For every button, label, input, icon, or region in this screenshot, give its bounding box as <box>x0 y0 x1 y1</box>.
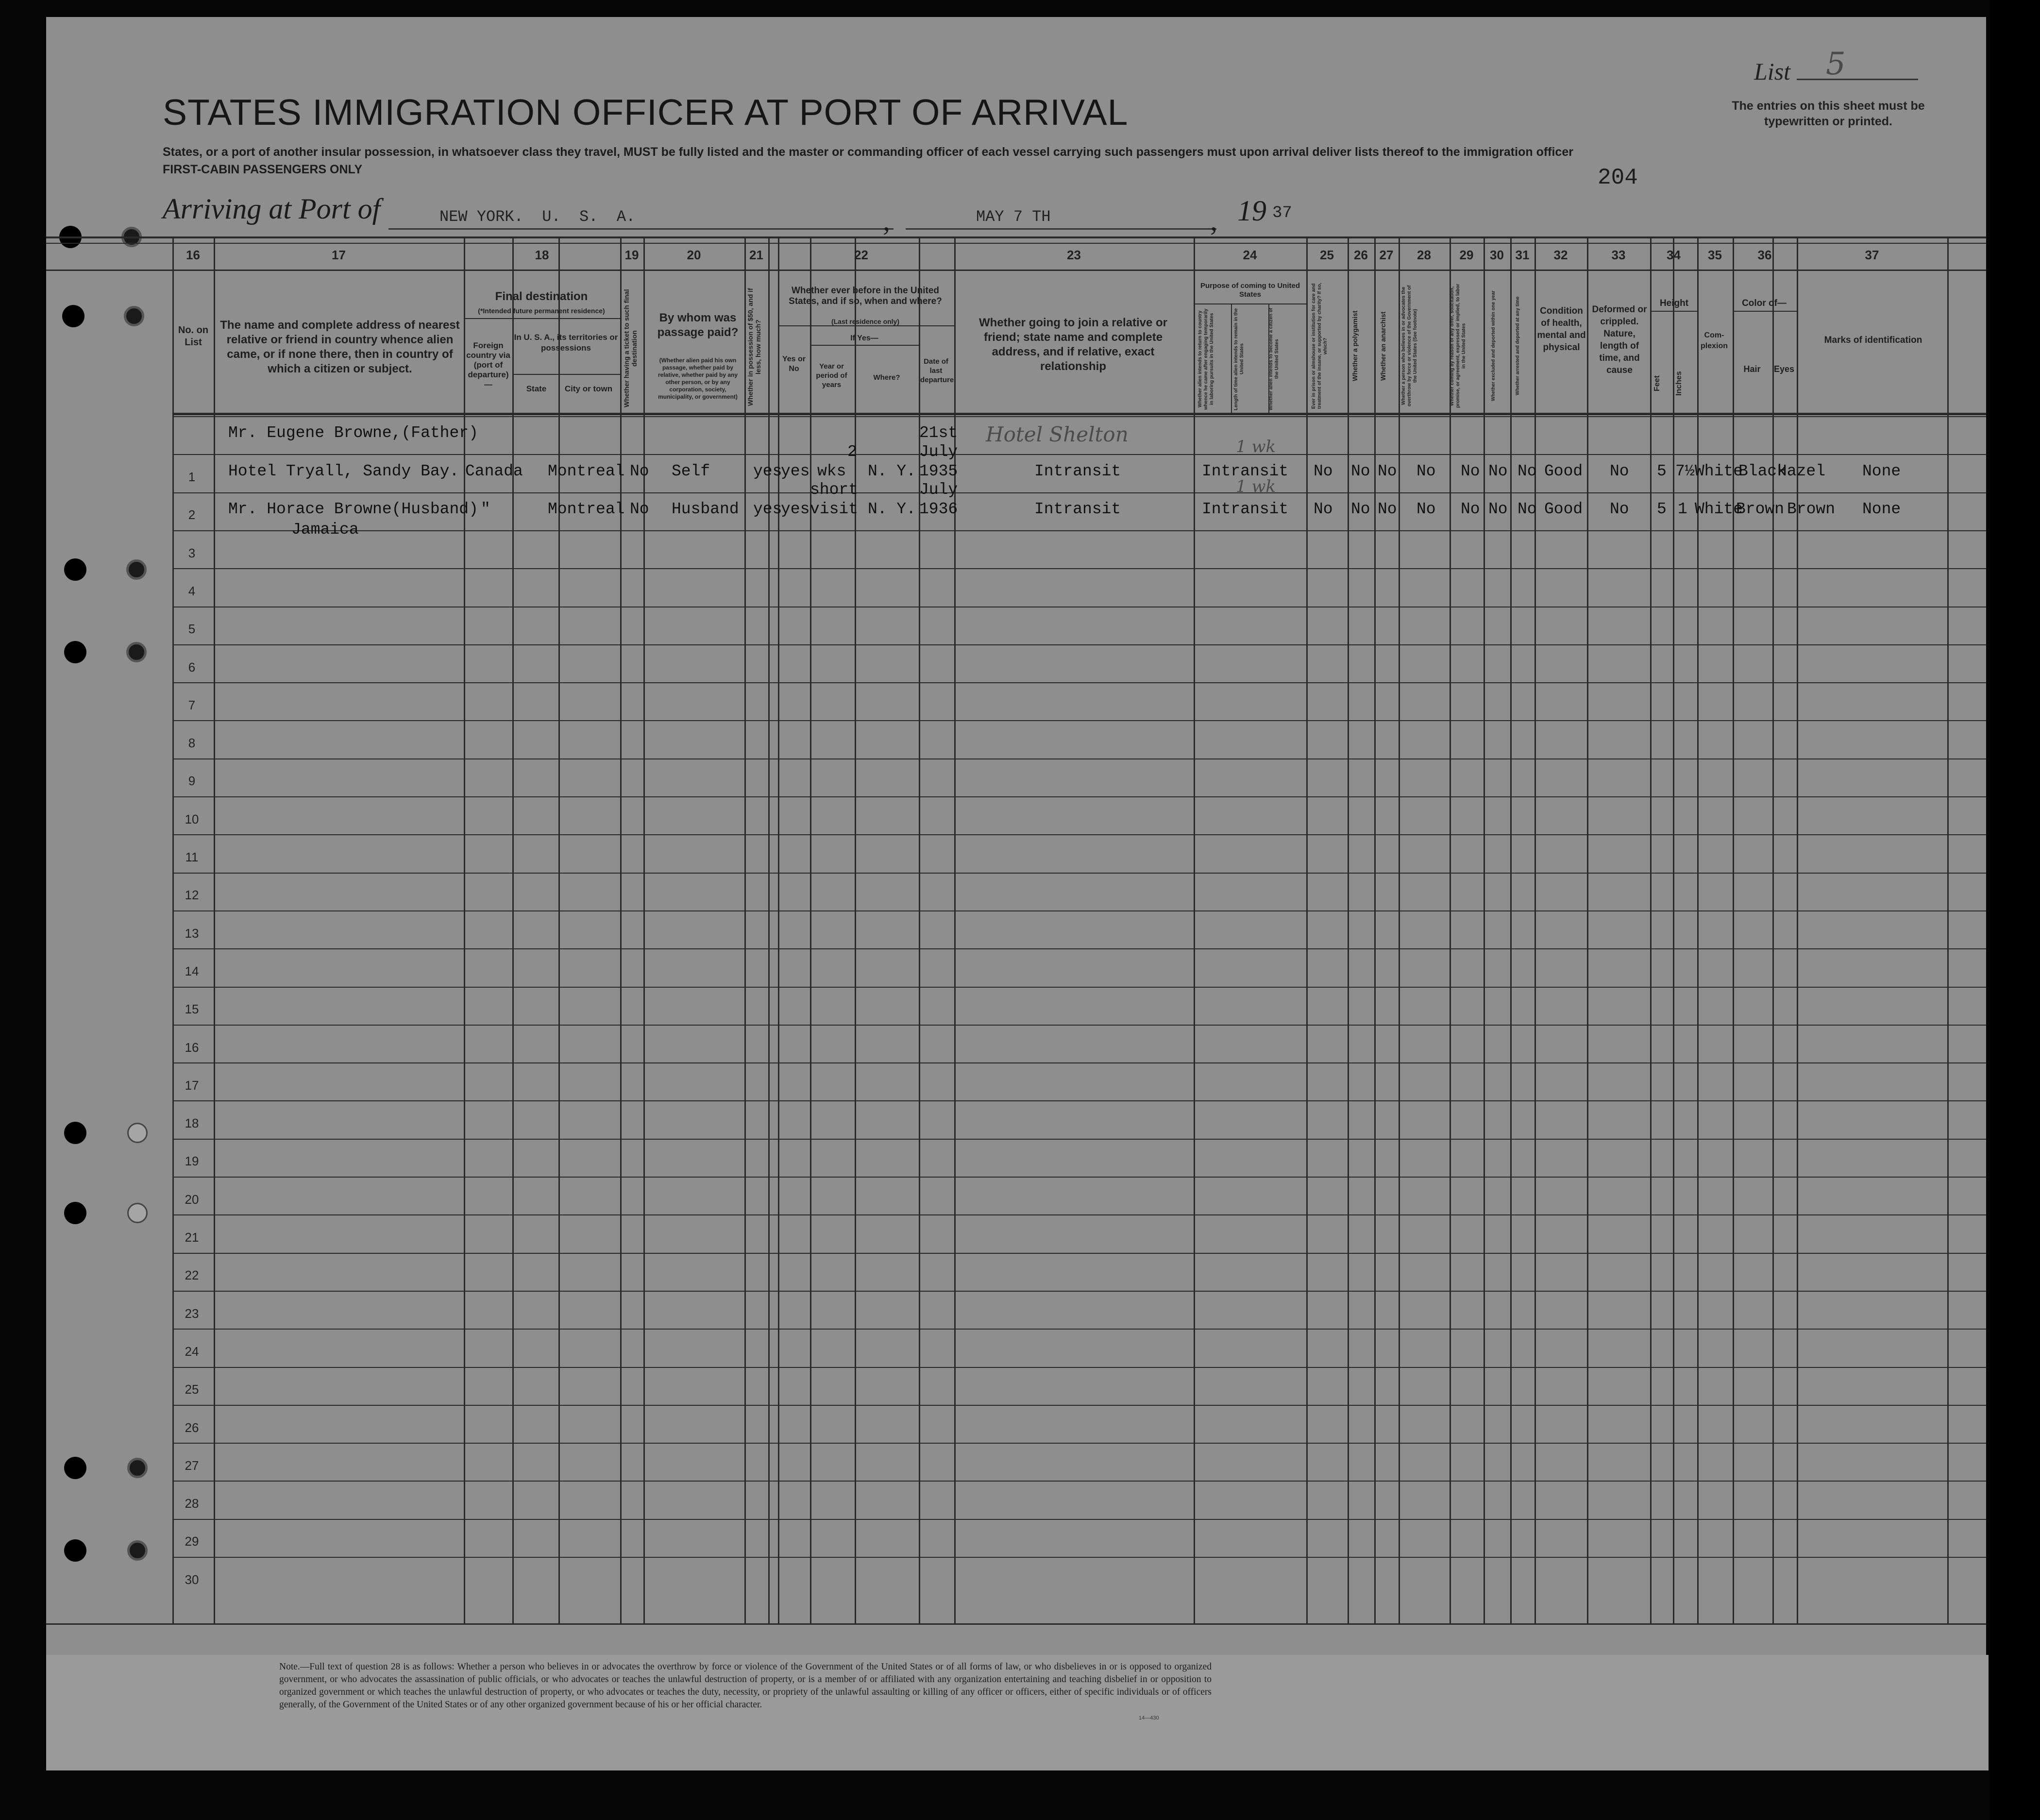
column-divider <box>1772 236 1774 1624</box>
row1-inches: 7½ <box>1675 462 1695 480</box>
row2-possession: yes <box>753 500 782 518</box>
rule-table-bottom <box>46 1623 1986 1625</box>
row-divider <box>172 682 1986 683</box>
row-divider <box>172 416 1986 417</box>
row-number: 18 <box>185 1116 199 1130</box>
header-by-whom-sub: (Whether alien paid his own passage, whether paid by relative, whether paid by any other person, or by any corporation, society, municipality, or government) <box>658 357 738 400</box>
row-divider <box>172 568 1986 569</box>
row2-complexion: White <box>1695 500 1743 518</box>
row-number: 21 <box>185 1230 199 1245</box>
header-inches: Inches <box>1675 371 1683 396</box>
rule-height-sub <box>1650 311 1697 312</box>
row-divider <box>172 873 1986 874</box>
list-label: List <box>1754 58 1791 85</box>
punch-ring <box>127 1203 148 1223</box>
row-number: 17 <box>185 1078 199 1093</box>
row-divider <box>172 1177 1986 1178</box>
row-number: 2 <box>188 507 196 522</box>
column-number: 26 <box>1354 248 1368 262</box>
scan-edge <box>1990 0 2040 1820</box>
rule-top <box>46 236 1986 238</box>
row-divider <box>172 1481 1986 1482</box>
column-number: 37 <box>1865 248 1879 262</box>
row-number: 19 <box>185 1154 199 1168</box>
header-c27: Whether an anarchist <box>1379 311 1387 381</box>
header-if-yes: If Yes— <box>850 334 878 342</box>
column-number: 20 <box>687 248 701 262</box>
column-divider <box>1587 236 1588 1624</box>
header-c29: Whether coming by reason of any offer, solicitation, promise, or agreement, expressed or implied, to labor in the United States <box>1450 284 1467 408</box>
row-number: 22 <box>185 1268 199 1282</box>
row2-c30: No <box>1488 500 1508 518</box>
column-divider <box>1510 236 1512 1624</box>
header-c25: Ever in prison or almshouse or institution for care and treatment of the insane, or supported by charity? If so, which? <box>1311 283 1328 409</box>
row-number: 28 <box>185 1496 199 1511</box>
row1-c26: No <box>1351 462 1370 480</box>
row-number: 11 <box>185 850 199 864</box>
rule-state-city <box>512 374 620 375</box>
row1-feet: 5 <box>1657 462 1667 480</box>
row2-date-1: July <box>919 481 958 499</box>
column-number: 23 <box>1067 248 1081 262</box>
column-divider <box>1450 236 1451 1624</box>
row-divider <box>172 644 1986 645</box>
header-c26: Whether a polygamist <box>1351 310 1359 382</box>
column-divider <box>1399 236 1400 1624</box>
row2-c26: No <box>1351 500 1370 518</box>
punch-hole <box>64 1457 86 1479</box>
row-number: 9 <box>188 774 196 788</box>
row-divider <box>172 1329 1986 1330</box>
column-divider <box>512 236 514 1624</box>
row1-relative-name: Mr. Eugene Browne,(Father) <box>228 424 478 442</box>
row2-c27: No <box>1378 500 1397 518</box>
column-number: 27 <box>1379 248 1394 262</box>
column-number: 21 <box>749 248 763 262</box>
punch-hole <box>64 641 86 663</box>
row1-handwritten-length: 1 wk <box>1236 437 1276 456</box>
row2-join: Intransit <box>1034 500 1121 518</box>
column-number: 32 <box>1553 248 1568 262</box>
header-relative-friend: Whether going to join a relative or friend; state name and complete address, and if relative, exact relationship <box>978 316 1168 373</box>
column-divider <box>810 236 811 1624</box>
header-feet: Feet <box>1653 375 1661 392</box>
intro-text <box>163 143 1644 178</box>
intro-instructions: States, or a port of another insular possession, in whatsoever class they travel, MUST be fully listed and the master or commanding officer of each vessel carrying such passengers must upon arrival deliver lists thereof to the immigration officer <box>163 145 1573 159</box>
row2-date-2: 1936 <box>919 500 958 518</box>
row1-c28: No <box>1416 462 1436 480</box>
row-divider <box>172 796 1986 797</box>
row2-deformed: No <box>1610 500 1629 518</box>
row2-period-2: visit <box>810 500 859 518</box>
punch-hole <box>64 1122 86 1144</box>
row2-condition: Good <box>1544 500 1583 518</box>
row-divider <box>172 1062 1986 1063</box>
row2-foreign-country: " <box>481 500 490 518</box>
header-possession: Whether in possession of $50, and if less, how much? <box>746 288 762 406</box>
row-number: 12 <box>185 888 199 902</box>
row1-deformed: No <box>1610 462 1629 480</box>
row-divider <box>172 948 1986 949</box>
column-divider <box>620 236 622 1624</box>
punch-ring <box>126 642 147 662</box>
header-c28: Whether a person who believes in or advocates the overthrow by force or violence of the Government of the United States (See footnote) <box>1401 285 1418 407</box>
form-code: 14—430 <box>1139 1715 1159 1721</box>
arrival-date: MAY 7 TH <box>976 208 1051 226</box>
rule-color-sub <box>1733 311 1797 312</box>
header-condition: Condition of health, mental and physical <box>1537 306 1586 353</box>
row-divider <box>172 530 1986 531</box>
row-number: 24 <box>185 1344 199 1359</box>
row-number: 3 <box>188 546 196 560</box>
column-number: 24 <box>1243 248 1257 262</box>
row-number: 20 <box>185 1192 199 1207</box>
column-divider <box>1650 236 1652 1624</box>
row-number: 13 <box>185 926 199 941</box>
header-hair: Hair <box>1743 364 1761 374</box>
rule-header-bottom <box>172 413 1986 415</box>
row1-marks: None <box>1862 462 1901 480</box>
header-purpose-c: Whether alien intends to become a citizen of the United States <box>1268 307 1280 411</box>
row2-feet: 5 <box>1657 500 1667 518</box>
header-complexion: Com-plexion <box>1700 331 1728 350</box>
port-comma: , <box>883 204 890 236</box>
row1-date-3: 1935 <box>919 462 958 480</box>
row1-foreign-country: Canada <box>465 462 523 480</box>
row-number: 6 <box>188 660 196 674</box>
column-number: 29 <box>1459 248 1474 262</box>
row1-period-1: 2 <box>847 443 857 461</box>
rule-dest-sub <box>464 318 620 319</box>
row1-complexion: White <box>1695 462 1743 480</box>
row-divider <box>172 1519 1986 1520</box>
rule-purpose-split-1 <box>1231 303 1232 413</box>
header-deformed: Deformed or crippled. Nature, length of time, and cause <box>1592 304 1647 375</box>
punch-hole <box>62 305 84 327</box>
row2-relative-address: Jamaica <box>291 521 359 539</box>
row2-paid-by: Husband <box>672 500 739 518</box>
port-underline <box>388 228 894 230</box>
header-purpose-b: Length of time alien intends to remain in the United States <box>1233 308 1245 410</box>
row-divider <box>172 758 1986 759</box>
column-divider <box>464 236 465 1624</box>
rule-top-2 <box>46 243 1986 244</box>
column-number: 25 <box>1320 248 1334 262</box>
row-divider <box>172 834 1986 835</box>
header-final-destination-sub: (*Intended future permanent residence) <box>478 307 605 315</box>
row-divider <box>172 910 1986 911</box>
year-prefix: 19 <box>1237 195 1266 227</box>
list-underline <box>1797 79 1918 80</box>
row-divider <box>172 1100 1986 1101</box>
header-marks: Marks of identification <box>1824 335 1922 345</box>
header-purpose-a: Whether alien intends to return to country whence he came after engaging temporarily in laboring pursuits in the United States <box>1197 308 1214 410</box>
row-divider <box>172 1367 1986 1368</box>
row2-city: Montreal <box>548 500 625 518</box>
column-number: 18 <box>535 248 549 262</box>
entries-note: The entries on this sheet must be typewritten or printed. <box>1732 99 1925 128</box>
header-final-destination: Final destination <box>495 290 588 303</box>
column-divider <box>558 236 560 1624</box>
row2-c25: No <box>1314 500 1333 518</box>
row-number: 10 <box>185 812 199 826</box>
arrival-year: 37 <box>1272 204 1292 222</box>
header-ticket: Whether having a ticket to such final destination <box>623 289 638 408</box>
row2-marks: None <box>1862 500 1901 518</box>
column-number: 16 <box>186 248 200 262</box>
header-no-on-list: No. on List <box>178 325 209 348</box>
row-number: 4 <box>188 584 196 598</box>
row-number: 16 <box>185 1040 199 1055</box>
punch-hole <box>64 558 86 581</box>
header-date-last: Date of last departure <box>920 357 954 384</box>
row2-ticket: No <box>630 500 649 518</box>
row1-eyes: Hazel <box>1777 462 1826 480</box>
header-by-whom: By whom was passage paid? <box>657 311 739 339</box>
punch-ring <box>127 1458 148 1478</box>
column-number: 19 <box>624 248 639 262</box>
header-foreign-country: Foreign country via (port of departure)— <box>466 341 510 389</box>
row2-inches: 1 <box>1678 500 1687 518</box>
column-divider <box>1797 236 1798 1624</box>
column-number: 36 <box>1757 248 1772 262</box>
row-divider <box>172 1443 1986 1444</box>
date-underline <box>906 228 1216 230</box>
column-number: 35 <box>1708 248 1722 262</box>
list-number: 5 <box>1826 46 1846 82</box>
footnote-question-28: Note.—Full text of question 28 is as follows: Whether a person who believes in or advocates the overthrow by force or violence of the Government of the United States or of all forms of law, or who disbelieves in or is opposed to organized government, or who advocates the assassination of public officials, or who advocates or teaches the unlawful destruction of property, or is a member of or affiliated with any organization entertaining and teaching disbelief in or opposition to organized government or which teaches the unlawful destruction of property, or who advocates or teaches the duty, necessity, or propriety of the unlawful assaulting or killing of any officer or officers, either of specific individuals or of officers generally, of the Government of the United States or of any other organized government because of his or her official character. <box>279 1662 1212 1710</box>
row1-paid-by: Self <box>672 462 710 480</box>
header-ever-before-sub: (Last residence only) <box>831 318 900 325</box>
row2-purpose: Intransit <box>1202 500 1289 518</box>
row1-condition: Good <box>1544 462 1583 480</box>
row1-hair: Black <box>1738 462 1787 480</box>
row2-handwritten-length: 1 wk <box>1236 477 1276 496</box>
header-purpose: Purpose of coming to United States <box>1200 282 1300 299</box>
rule-if-yes <box>810 345 919 346</box>
row1-c29: No <box>1461 462 1480 480</box>
row1-c30: No <box>1488 462 1508 480</box>
column-number: 33 <box>1611 248 1626 262</box>
row-number: 5 <box>188 622 196 636</box>
column-divider <box>1534 236 1536 1624</box>
row1-join: Intransit <box>1034 462 1121 480</box>
row-number: 26 <box>185 1420 199 1435</box>
punch-hole <box>64 1539 86 1562</box>
row2-c28: No <box>1416 500 1436 518</box>
column-divider <box>1306 236 1308 1624</box>
row2-period-1: short <box>810 481 859 499</box>
row2-eyes: Brown <box>1787 500 1836 518</box>
column-divider <box>1947 236 1949 1624</box>
column-number: 30 <box>1490 248 1504 262</box>
punch-ring <box>127 1540 148 1561</box>
row-number: 23 <box>185 1306 199 1321</box>
header-in-us: In U. S. A., its territories or possessions <box>514 333 618 353</box>
column-number: 22 <box>854 248 868 262</box>
row2-hair: Brown <box>1736 500 1785 518</box>
punch-ring <box>124 306 144 326</box>
header-nearest-relative: The name and complete address of nearest relative or friend in country whence alien came, or if none there, then in country of which a citizen or subject. <box>220 319 460 375</box>
arrival-port: NEW YORK. U. S. A. <box>439 208 636 226</box>
column-number: 31 <box>1515 248 1530 262</box>
row1-date-1: 21st <box>919 424 958 442</box>
form-title: STATES IMMIGRATION OFFICER AT PORT OF ARRIVAL <box>163 92 1129 133</box>
row1-city: Montreal <box>548 462 625 480</box>
row-divider <box>172 1405 1986 1406</box>
header-c30: Whether excluded and deported within one year <box>1491 290 1496 402</box>
header-yes-no: Yes or No <box>782 355 806 373</box>
row1-possession: yes <box>753 462 782 480</box>
column-number: 28 <box>1417 248 1431 262</box>
row2-relative-name: Mr. Horace Browne(Husband) <box>228 500 478 518</box>
header-c31: Whether arrested and deported at any time <box>1515 296 1520 396</box>
column-divider <box>1673 236 1674 1624</box>
rule-colnums <box>46 270 1986 271</box>
row-divider <box>172 1139 1986 1140</box>
row-divider <box>172 454 1986 455</box>
punch-hole <box>64 1202 86 1224</box>
column-divider <box>643 236 645 1624</box>
row-divider <box>172 1291 1986 1292</box>
row-divider <box>172 720 1986 721</box>
row-number: 15 <box>185 1002 199 1016</box>
column-divider <box>744 236 746 1624</box>
column-divider <box>1348 236 1349 1624</box>
header-height: Height <box>1659 298 1689 308</box>
row1-date-2: July <box>919 443 958 461</box>
column-divider <box>214 236 215 1624</box>
row-number: 29 <box>185 1534 199 1549</box>
row2-where: N. Y. <box>868 500 916 518</box>
column-divider <box>1374 236 1376 1624</box>
row-divider <box>172 1025 1986 1026</box>
row-number: 7 <box>188 698 196 712</box>
row1-where: N. Y. <box>868 462 916 480</box>
column-divider <box>768 236 770 1624</box>
row2-ever-before: yes <box>781 500 810 518</box>
row-number: 25 <box>185 1382 199 1397</box>
row1-relative-address: Hotel Tryall, Sandy Bay. <box>228 462 459 480</box>
header-city: City or town <box>564 384 613 393</box>
row2-c29: No <box>1461 500 1480 518</box>
row2-c31: No <box>1517 500 1537 518</box>
column-divider <box>1484 236 1485 1624</box>
row1-period-2: wks <box>817 462 846 480</box>
row1-c25: No <box>1314 462 1333 480</box>
row-divider <box>172 1557 1986 1558</box>
row-divider <box>172 1253 1986 1254</box>
header-where: Where? <box>873 373 900 382</box>
column-divider <box>1697 236 1699 1624</box>
header-color-of: Color of— <box>1742 298 1787 308</box>
row1-ever-before: yes <box>781 462 810 480</box>
manifest-sheet <box>46 17 1986 1763</box>
punch-ring <box>127 1123 148 1143</box>
row1-handwritten-hotel: Hotel Shelton <box>986 422 1129 446</box>
rule-purpose-sub <box>1194 303 1306 304</box>
header-state: State <box>526 384 547 393</box>
row-divider <box>172 987 1986 988</box>
punch-ring <box>126 559 147 580</box>
row-divider <box>172 1214 1986 1215</box>
row1-ticket: No <box>630 462 649 480</box>
row-number: 30 <box>185 1572 199 1587</box>
row1-c31: No <box>1517 462 1537 480</box>
column-number: 34 <box>1667 248 1681 262</box>
row-number: 27 <box>185 1458 199 1473</box>
row-number: 8 <box>188 736 196 750</box>
row1-c27: No <box>1378 462 1397 480</box>
header-year-period: Year or period of years <box>816 362 847 389</box>
column-number: 17 <box>332 248 346 262</box>
header-ever-before: Whether ever before in the United States, and if so, when and where? <box>789 286 942 306</box>
sheet-number: 204 <box>1598 165 1638 190</box>
class-text: FIRST-CABIN PASSENGERS ONLY <box>163 163 363 176</box>
row-number: 14 <box>185 964 199 978</box>
arriving-label: Arriving at Port of <box>163 193 381 225</box>
column-divider <box>1733 236 1734 1624</box>
row-number: 1 <box>188 470 196 484</box>
column-divider <box>1194 236 1195 1624</box>
header-eyes: Eyes <box>1773 364 1795 374</box>
date-comma: , <box>1210 204 1217 236</box>
row1-purpose: Intransit <box>1202 462 1289 480</box>
column-divider <box>778 236 779 1624</box>
row-divider <box>172 492 1986 493</box>
